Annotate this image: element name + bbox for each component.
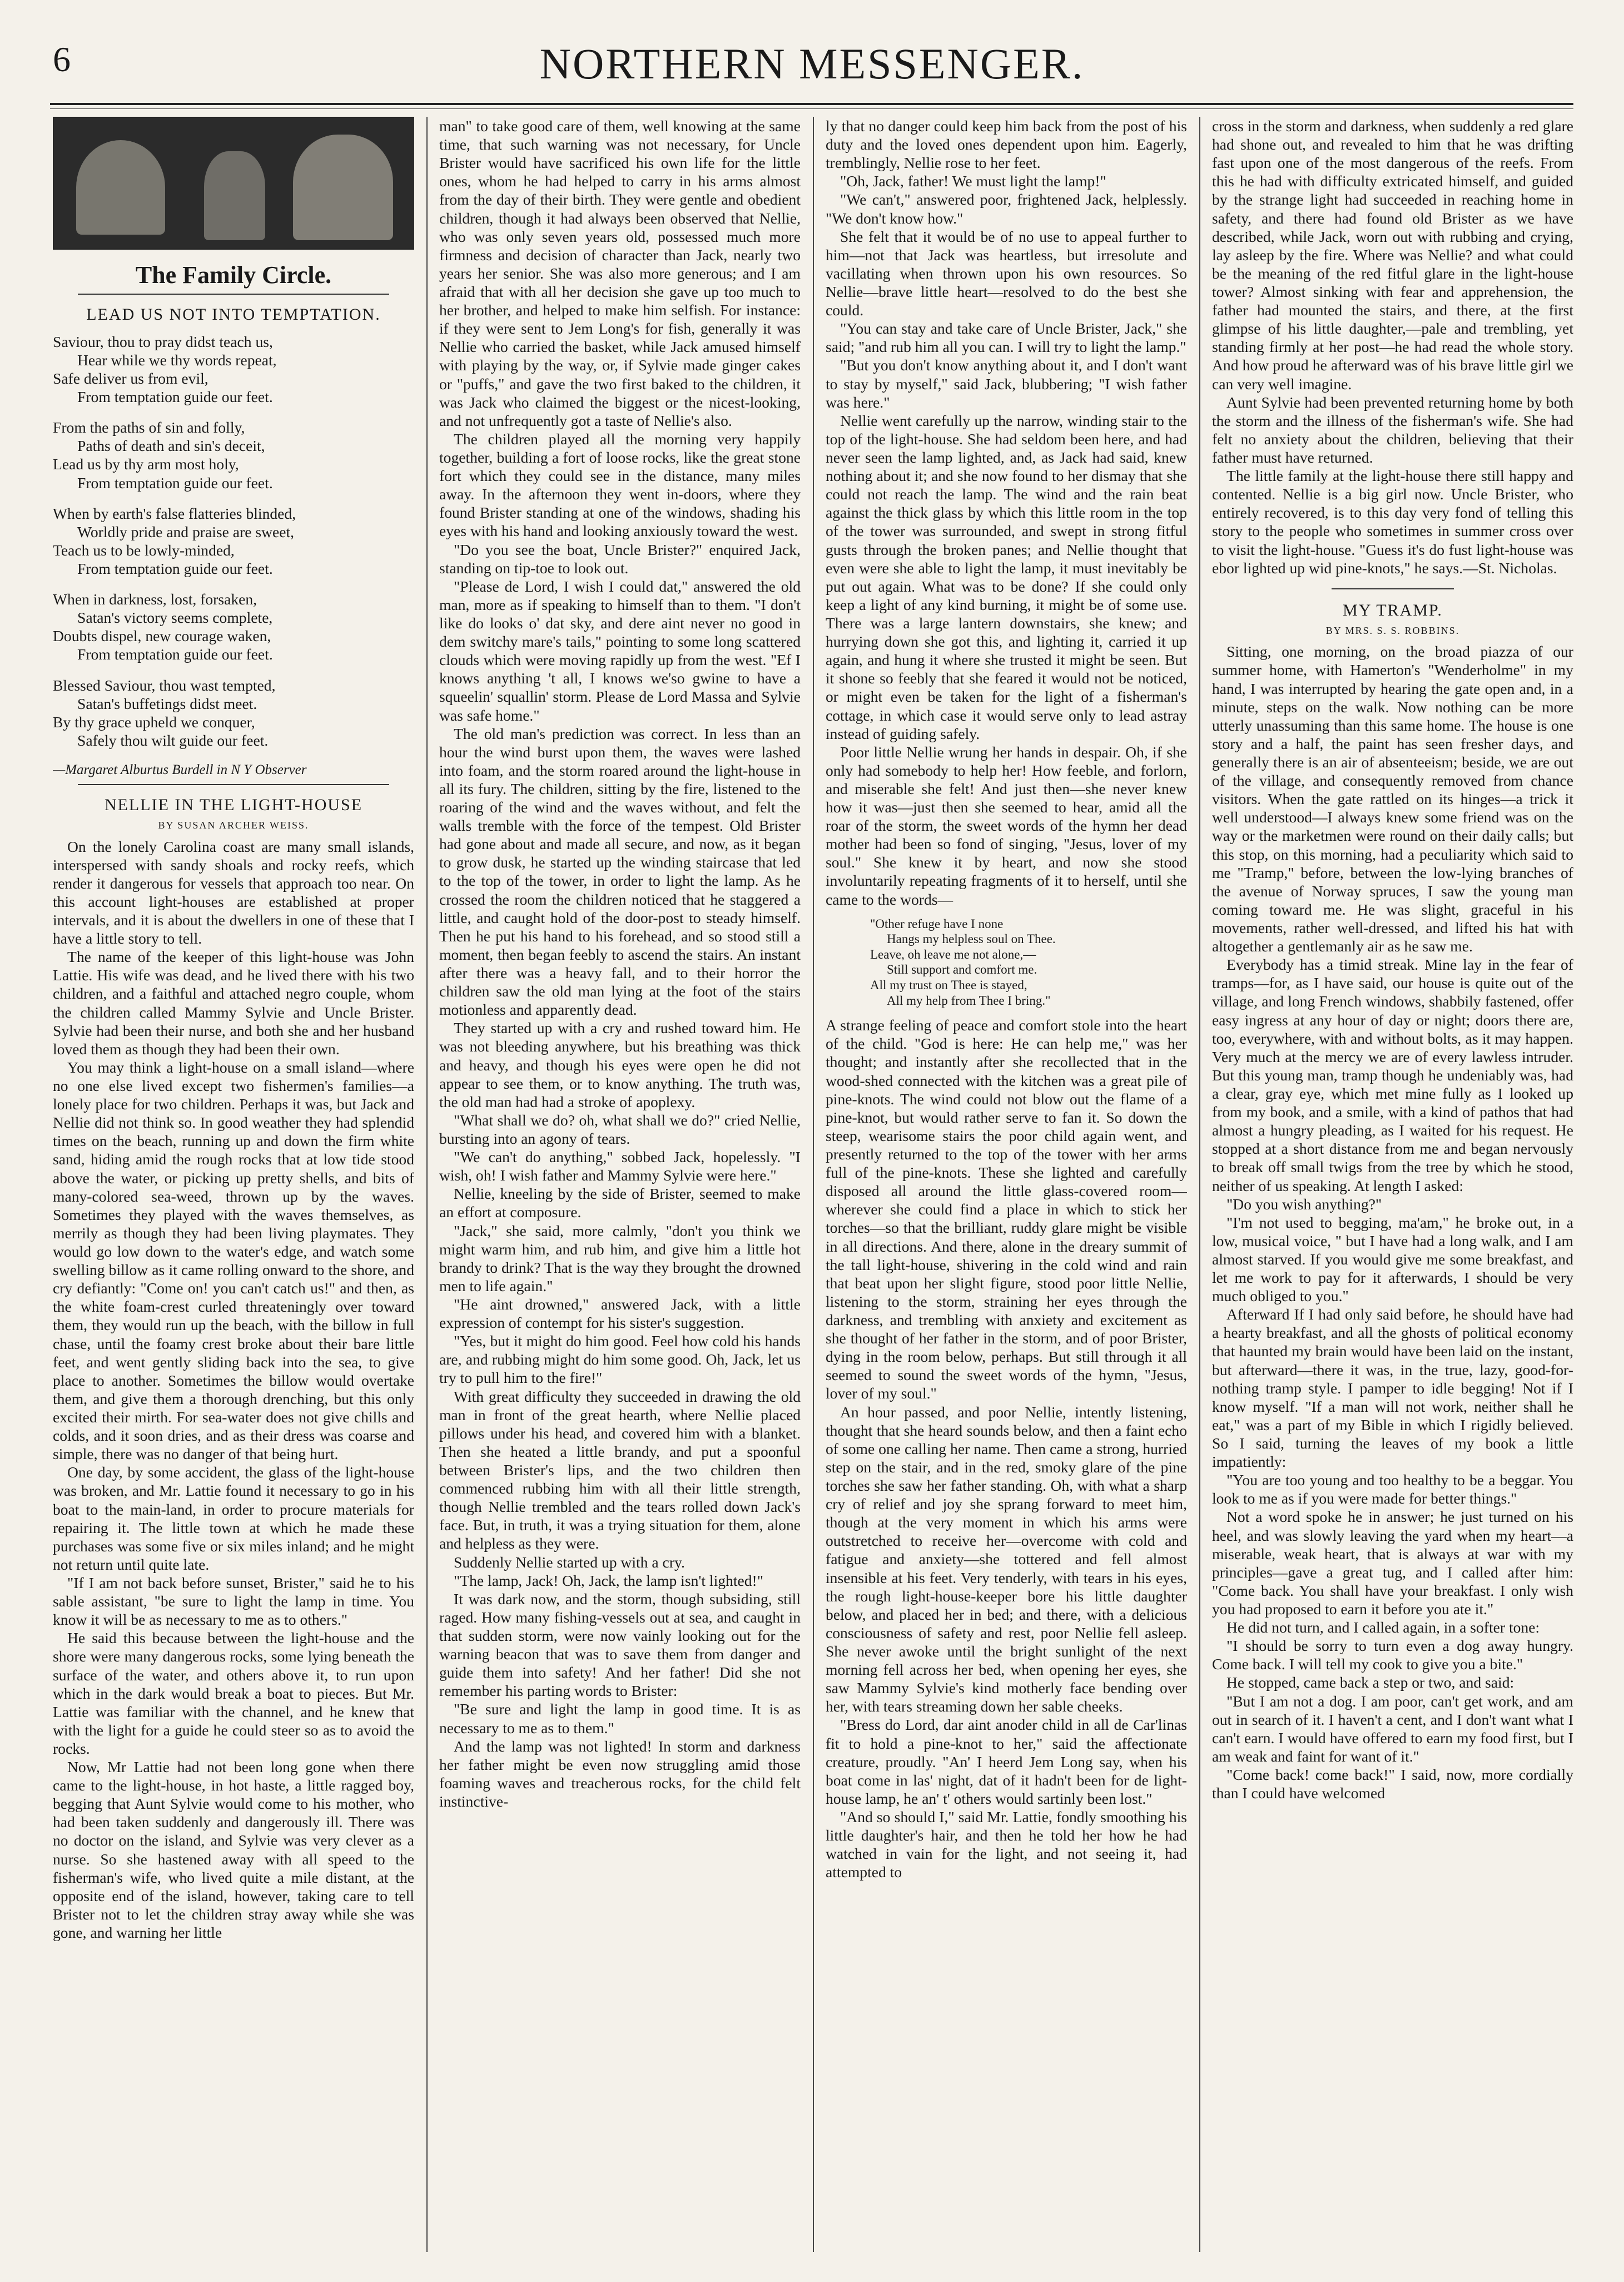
- paragraph: Suddenly Nellie started up with a cry.: [454, 1553, 685, 1571]
- paragraph: "And so should I," said Mr. Lattie, fondly smoothing his little daughter's hair, and then he told her how he had watched in vain for the light, and not seeing it, had attempted to: [826, 1808, 1187, 1881]
- poem-line: Saviour, thou to pray didst teach us,: [53, 333, 273, 350]
- column-2: [439, 117, 801, 2252]
- paragraph: cross in the storm and darkness, when suddenly a red glare had shone out, and revealed to him that he was drifting fast upon one of the most dangerous of the reefs. From this he had with difficulty extricated himself, and guided by the strange light had succeeded in reaching home in safety, and there had found old Brister as we have described, while Jack, worn out with rubbing and crying, lay asleep by the fire. Where was Nellie? and what could be the meaning of the red fitful glare in the light-house tower? Almost sinking with fear and apprehension, the father had mounted the stairs, and there, at the first glimpse of his little daughter,—pale and trembling, yet standing firmly at her post—he had read the whole story. And how proud he afterward was of his brave little girl we can very well imagine.: [1212, 117, 1573, 393]
- poem-line: Satan's victory seems complete,: [77, 609, 273, 627]
- story-byline: BY MRS. S. S. ROBBINS.: [1325, 624, 1460, 636]
- paragraph: man" to take good care of them, well knowing at the same time, that such warning was not necessary, for Uncle Brister would have sacrificed his own life for the little ones, whom he had helped to carry in his arms almost from the day of their birth. They were gentle and obedient children, though it had always been observed that Nellie, who was only seven years old, possessed much more firmness and decision of character than Jack, nearly two years her senior. She was also more generous; and I am afraid that with all her decision she gave up too much to her brother, and helped to make him selfish. For instance: if they were sent to Jem Long's for fish, generally it was Nellie who carried the basket, while Jack amused himself with playing by the way, or, if Sylvie made ginger cakes or "puffs," and gave the two first baked to the children, it was Jack who claimed the biggest or the nicest-looking, and not unfrequently got a taste of Nellie's also.: [439, 117, 801, 429]
- paragraph: The little family at the light-house there still happy and contented. Nellie is a big girl now. Uncle Brister, who entirely recovered, is to this day very fond of telling this story to the people who sometimes in summer cross over to visit the light-house. "Guess it's do fust light-house was ebor lighted up wid pine-knots," he says.—St. Nicholas.: [1212, 467, 1573, 577]
- paragraph: They started up with a cry and rushed toward him. He was not bleeding anywhere, but his breathing was thick and heavy, and though his eyes were open he did not appear to see them, or to know anything. The truth was, the old man had had a stroke of apoplexy.: [439, 1019, 801, 1110]
- paragraph: "Bress do Lord, dar aint anoder child in all de Car'linas fit to hold a pine-knot to her," said the affectionate creature, proudly. "An' I heerd Jem Long say, when his boat come in las' night, dat of it hadn't been for de light-house lamp, he an' t' others would sartinly been lost.": [826, 1716, 1187, 1807]
- poem-line: From temptation guide our feet.: [77, 474, 273, 492]
- paragraph: "Oh, Jack, father! We must light the lamp!": [840, 172, 1106, 190]
- poem-title: LEAD US NOT INTO TEMPTATION.: [86, 305, 381, 324]
- paragraph: Afterward If I had only said before, he should have had a hearty breakfast, and all the ghosts of political economy that haunted my brain would have been laid on the instant, but afterward—there it was, in the true, lazy, good-for-nothing tramp style. I pamper to idle begging! Not if I know myself. "If a man will not work, neither shall he eat," was a part of my Bible in which I rigidly believed. So I said, turning the leaves of my book a little impatiently:: [1212, 1306, 1573, 1471]
- paragraph: "But I am not a dog. I am poor, can't get work, and am out in search of it. I haven't a cent, and I don't want what I can't earn. I would have offered to earn my food first, but I am weak and faint for want of it.": [1212, 1692, 1573, 1765]
- paragraph: ly that no danger could keep him back from the post of his duty and the loved ones dependent upon him. Eagerly, tremblingly, Nellie rose to her feet.: [826, 117, 1187, 172]
- hymn-line: Leave, oh leave me not alone,—: [870, 947, 1036, 961]
- column-divider: [813, 117, 814, 2252]
- story-byline: BY SUSAN ARCHER WEISS.: [158, 819, 309, 831]
- paragraph: "What shall we do? oh, what shall we do?" cried Nellie, bursting into an agony of tears.: [439, 1111, 801, 1148]
- paragraph: One day, by some accident, the glass of the light-house was broken, and Mr. Lattie found it necessary to go in his boat to the main-land, in order to procure materials for repairing it. The little town at which he made these purchases was some five or six miles inland; and he might not return until quite late.: [53, 1464, 414, 1573]
- paragraph: "Do you see the boat, Uncle Brister?" enquired Jack, standing on tip-toe to look out.: [439, 540, 801, 577]
- paragraph: "He aint drowned," answered Jack, with a little expression of contempt for his sister's suggestion.: [439, 1296, 801, 1332]
- paragraph: It was dark now, and the storm, though subsiding, still raged. How many fishing-vessels out at sea, and caught in that sudden storm, were now vainly looking out for the warning beacon that was to save them from danger and guide them into safety! And her father! Did she not remember his parting words to Brister:: [439, 1590, 801, 1700]
- paragraph: You may think a light-house on a small island—where no one else lived except two fishermen's families—a lonely place for two children. Perhaps it was, but Jack and Nellie did not think so. In good weather they had splendid times on the beach, running up and down the firm white sand, hiding amid the rough rocks that at low tide stood above the water, or picking up pretty shells, and bits of many-colored sea-weed, thrown up by the waves. Sometimes they played with the waves themselves, as merrily as though they had been living playmates. They would go low down to the water's edge, and watch some swelling billow as it came rolling onward to the shore, and cry defiantly: "Come on! you can't catch us!" and then, as the white foam-crest curled threateningly over toward them, they would run up the beach, with the billow in full chase, until the foamy crest broke about their bare little feet, and went gently sliding back into the sea, to give place to another. Sometimes the billow would overtake them, and give them a thorough drenching, but this only excited their mirth. For sea-water does not give chills and colds, and it soon dries, and as their dress was coarse and simple, there was no danger of that being hurt.: [53, 1058, 414, 1463]
- paragraph: "I should be sorry to turn even a dog away hungry. Come back. I will tell my cook to give you a bite.": [1212, 1637, 1573, 1673]
- paragraph: Everybody has a timid streak. Mine lay in the fear of tramps—for, as I have said, our house is quite out of the village, and long French windows, shabbily fastened, offer easy ingress at any hour of day or night; doors there are, too, everywhere, with and without bolts, as it may happen. Very much at the mercy we are of every lawless intruder. But this young man, tramp though he undeniably was, had a clear, gray eye, which met mine fully as I looked up from my book, and a smile, with a kind of pathos that had almost a hungry pleading, as I waited for his request. He stopped at a short distance from me and began nervously to break off small twigs from the tree by which he stood, neither of us speaking. At length I asked:: [1212, 956, 1573, 1194]
- story-title: MY TRAMP.: [1343, 601, 1443, 619]
- column-divider: [426, 117, 428, 2252]
- poem-line: By thy grace upheld we conquer,: [53, 713, 255, 731]
- poem-line: From temptation guide our feet.: [77, 560, 273, 577]
- poem-line: Doubts dispel, new courage waken,: [53, 627, 271, 645]
- paragraph: The children played all the morning very happily together, building a fort of loose rocks, like the great stone fort which they could see in the distance, many miles away. In the afternoon they went in-doors, where they found Brister standing at one of the windows, shading his eyes with his hand and looking anxiously toward the west.: [439, 430, 801, 540]
- poem: [53, 333, 414, 750]
- paragraph: "Do you wish anything?": [1226, 1195, 1382, 1213]
- paragraph: "You are too young and too healthy to be a beggar. You look to me as if you were made for better things.": [1212, 1471, 1573, 1507]
- paragraph: And the lamp was not lighted! In storm and darkness her father might be even now struggling amid those foaming waves and treacherous rocks, for the child felt instinctive-: [439, 1737, 801, 1810]
- paragraph: "You can stay and take care of Uncle Brister, Jack," she said; "and rub him all you can. I will try to light the lamp.": [826, 320, 1187, 356]
- poem-line: Safe deliver us from evil,: [53, 370, 208, 388]
- paragraph: With great difficulty they succeeded in drawing the old man in front of the great hearth, where Nellie placed pillows under his head, and covered him with a blanket. Then she heated a little brandy, and put a spoonful between Brister's lips, and the two children then commenced rubbing him with all their little strength, though Nellie trembled and the tears rolled down Jack's face. But, in truth, it was a trying situation for them, alone and helpless as they were.: [439, 1387, 801, 1552]
- column-3: [826, 117, 1187, 2252]
- masthead-title: NORTHERN MESSENGER.: [539, 39, 1085, 88]
- poem-line: Teach us to be lowly-minded,: [53, 541, 235, 559]
- paragraph: "But you don't know anything about it, and I don't want to stay by myself," said Jack, blubbering; "I wish father was here.": [826, 356, 1187, 411]
- divider: [78, 294, 389, 295]
- hymn-line: "Other refuge have I none: [870, 916, 1004, 931]
- poem-line: When by earth's false flatteries blinded,: [53, 504, 296, 522]
- paragraph: "Be sure and light the lamp in good time. It is as necessary to me as to them.": [439, 1700, 801, 1737]
- poem-line: Paths of death and sin's deceit,: [77, 437, 265, 455]
- paragraph: "Please de Lord, I wish I could dat," answered the old man, more as if speaking to himself than to them. "I don't like do looks o' dat sky, and dere aint never no good in dem switchy mare's tails," pointing to some long scattered clouds which were moving rapidly up from the west. "Ef I knows anything 't all, I knows we'so gwine to have a squeelin' squallin' storm. Please de Lord Massa and Sylvie was safe home.": [439, 577, 801, 724]
- paragraph: Nellie, kneeling by the side of Brister, seemed to make an effort at composure.: [439, 1185, 801, 1221]
- poem-line: Blessed Saviour, thou wast tempted,: [53, 676, 276, 694]
- poem-line: When in darkness, lost, forsaken,: [53, 591, 257, 608]
- paragraph: He did not turn, and I called again, in a softer tone:: [1226, 1619, 1540, 1636]
- poem-line: Lead us by thy arm most holy,: [53, 455, 239, 473]
- poem-line: Safely thou wilt guide our feet.: [77, 731, 269, 749]
- hymn-line: All my help from Thee I bring.": [887, 993, 1051, 1008]
- column-1: [53, 117, 414, 2252]
- poem-line: Satan's buffetings didst meet.: [77, 694, 257, 712]
- hymn-quote: [870, 916, 1187, 1009]
- paragraph: Poor little Nellie wrung her hands in despair. Oh, if she only had somebody to help her! How feeble, and forlorn, and miserable she felt! And just then—she never knew how it was—just then she seemed to hear, amid all the roar of the storm, the sweet words of the hymn her dead mother had been so fond of singing, "Jesus, lover of my soul." She knew it by heart, and now she stood involuntarily repeating fragments of it to herself, until she came to the words—: [826, 743, 1187, 908]
- column-4: [1212, 117, 1573, 2252]
- poem-line: From temptation guide our feet.: [77, 388, 273, 406]
- section-heading: The Family Circle.: [135, 261, 332, 289]
- paragraph: An hour passed, and poor Nellie, intently listening, thought that she heard sounds below, and then a faint echo of some one calling her name. Then came a strong, hurried step on the stair, and in the red, smoky glare of the pine torches she saw her father standing. Oh, with what a sharp cry of relief and joy she sprang forward to meet him, though at the very moment in which his arms were outstretched to receive her—overcome with cold and fatigue and anxiety—she tottered and fell almost insensible at his feet. Very tenderly, with tears in his eyes, the rough light-house-keeper bore his little daughter below, and placed her in bed; and there, with a delicious consciousness of safety and rest, poor Nellie fell asleep. She never awoke until the bright sunlight of the next morning fell across her bed, when opening her eyes, she saw Mammy Sylvie's kind motherly face bending over her, with tears streaming down her sable cheeks.: [826, 1403, 1187, 1715]
- poem-line: Hear while we thy words repeat,: [77, 351, 277, 369]
- paragraph: "I'm not used to begging, ma'am," he broke out, in a low, musical voice, " but I have had a long walk, and I am almost starved. If you would give me some breakfast, and let me work to pay for it afterwards, I should be very much obliged to you.": [1212, 1213, 1573, 1305]
- paragraph: "We can't," answered poor, frightened Jack, helplessly. "We don't know how.": [826, 191, 1187, 227]
- page-number: 6: [53, 39, 71, 79]
- paragraph: Nellie went carefully up the narrow, winding stair to the top of the light-house. She had seldom been here, and had never seen the lamp lighted, and, as Jack had said, knew nothing about it; and she now found to her dismay that she could not reach the lamp. The wind and the rain beat against the thick glass by which this little room in the top of the tower was surrounded, and swept in strong fitful gusts through the broken panes; and Nellie thought that even were she able to light the lamp, it must inevitably be put out again. What was to be done? If she could only keep a light of any kind burning, it might be of some use. There was a large lantern downstairs, she knew; and hurrying down she got this, and lighting it, carried it up again, and hung it where she trusted it might be seen. But it shone so feebly that she feared it would not be noticed, or might even be taken for the light of a fisherman's cottage, in which case it would serve only to lead astray instead of guiding safely.: [826, 411, 1187, 742]
- paragraph: Now, Mr Lattie had not been long gone when there came to the light-house, in hot haste, a little ragged boy, begging that Aunt Sylvie would come to his mother, who had been taken suddenly and dangerously ill. There was no doctor on the island, and Sylvie was very clever as a nurse. So she hastened away with all speed to the fisherman's wife, who lived quite a mile distant, at the opposite end of the island, however, taking care to tell Brister not to let the children stray away while she was gone, and warning her little: [53, 1758, 414, 1942]
- paragraph: "Yes, but it might do him good. Feel how cold his hands are, and rubbing might do him some good. Oh, Jack, let us try to pull him to the fire!": [439, 1332, 801, 1387]
- header-rule: [50, 103, 1573, 109]
- poem-line: From temptation guide our feet.: [77, 646, 273, 663]
- divider: [78, 784, 389, 785]
- poem-line: From the paths of sin and folly,: [53, 419, 245, 436]
- paragraph: "Jack," she said, more calmly, "don't you think we might warm him, and rub him, and give him a little hot brandy to drink? That is the way they brought the drowned men to life again.": [439, 1222, 801, 1294]
- paragraph: Not a word spoke he in answer; he just turned on his heel, and was slowly leaving the yard when my heart—a miserable, weak heart, that is always at war with my principles—gave a great tug, and I called after him: "Come back. You shall have your breakfast. I only wish you had proposed to earn it before you ate it.": [1212, 1508, 1573, 1618]
- divider: [1332, 588, 1454, 589]
- paragraph: Sitting, one morning, on the broad piazza of our summer home, with Hamerton's "Wenderholme" in my hand, I was interrupted by hearing the gate open and, in a minute, steps on the walk. Now nothing can be more utterly unassuming than this same home. The house is one story and a half, the paint has seen fresher days, and generally there is an air of absenteeism; beside, we are out of the village, and consequently removed from chance visitors. When the gate rattled on its hinges—a trick it well understood—I always knew some friend was on the way or the marketmen were round on their daily calls; but this stop, on this morning, had a peculiarity which said to me "Tramp," before, between the low-lying branches of the avenue of Norway spruces, I saw the young man coming toward me. He was slight, graceful in his movements, rather well-dressed, and lifted his hat with altogether a gentlemanly air as he saw me.: [1212, 643, 1573, 955]
- story-title: NELLIE IN THE LIGHT-HOUSE: [104, 795, 363, 814]
- paragraph: Aunt Sylvie had been prevented returning home by both the storm and the illness of the fisherman's wife. She had felt no anxiety about the children, believing that their father must have returned.: [1212, 393, 1573, 466]
- paragraph: The old man's prediction was correct. In less than an hour the wind burst upon them, the waves were lashed into foam, and the storm roared around the light-house in all its fury. The children, sitting by the fire, listened to the roaring of the wind and the waves without, and felt the walls tremble with the force of the tempest. Old Brister had gone about and made all secure, and now, as it began to grow dusk, he started up the winding staircase that led to the top of the tower, in order to light the lamp. As he crossed the room the children noticed that he staggered a little, and caught hold of the door-post to steady himself. Then he put his hand to his forehead, and so stood still a moment, then began feebly to ascend the stairs. An instant after there was a heavy fall, and to their horror the children saw the old man lying at the foot of the stairs motionless and apparently dead.: [439, 725, 801, 1019]
- paragraph: "The lamp, Jack! Oh, Jack, the lamp isn't lighted!": [454, 1571, 764, 1589]
- hymn-line: All my trust on Thee is stayed,: [870, 978, 1027, 993]
- hymn-line: Still support and comfort me.: [887, 963, 1037, 977]
- column-divider: [1199, 117, 1200, 2252]
- family-circle-illustration: [53, 117, 414, 250]
- paragraph: "Come back! come back!" I said, now, more cordially than I could have welcomed: [1212, 1766, 1573, 1802]
- hymn-line: Hangs my helpless soul on Thee.: [887, 932, 1056, 946]
- poem-attribution: —Margaret Alburtus Burdell in N Y Observer: [53, 762, 307, 777]
- paragraph: "We can't do anything," sobbed Jack, hopelessly. "I wish, oh! I wish father and Mammy Sylvie were here.": [439, 1148, 801, 1184]
- paragraph: He stopped, came back a step or two, and said:: [1226, 1674, 1514, 1691]
- paragraph: He said this because between the light-house and the shore were many dangerous rocks, some lying beneath the surface of the water, and others above it, to run upon which in the dark would break a boat to pieces. But Mr. Lattie was familiar with the channel, and he knew that with the light for a guide he could steer so as to avoid the rocks.: [53, 1629, 414, 1757]
- paragraph: A strange feeling of peace and comfort stole into the heart of the child. "God is here: He can help me," was her thought; and instantly after she recollected that in the wood-shed connected with the kitchen was a great pile of pine-knots. The wind could not blow out the flame of a pine-knot, but would rather serve to fan it. So down the steep, wearisome stairs the poor child again went, and presently returned to the top of the tower with her arms full of the pine-knots. These she lighted and carefully disposed all around the little glass-covered room—wherever she could find a place in which to stick her torches—so that the brilliant, ruddy glare might be visible in all directions. And there, alone in the dreary summit of the tall light-house, shivering in the cold wind and rain that beat upon her slight figure, stood poor little Nellie, listening to the storm, straining her eyes through the darkness, and trembling with anxiety and excitement as she thought of her father in the storm, and of poor Brister, dying in the room below, perhaps. But still through it all seemed to sound the sweet words of the hymn, "Jesus, lover of my soul.": [826, 1016, 1187, 1402]
- paragraph: On the lonely Carolina coast are many small islands, interspersed with sandy shoals and rocky reefs, which render it dangerous for vessels that approach too near. On this account light-houses are established at proper intervals, and it is about the dwellers in one of these that I have a little story to tell.: [53, 837, 414, 947]
- paragraph: The name of the keeper of this light-house was John Lattie. His wife was dead, and he lived there with his two children, and a faithful and attached negro couple, whom the children called Mammy Sylvie and Uncle Brister. Sylvie had been their nurse, and both she and her husband loved them as though they had been their own.: [53, 948, 414, 1058]
- poem-line: Worldly pride and praise are sweet,: [77, 523, 295, 540]
- paragraph: "If I am not back before sunset, Brister," said he to his sable assistant, "be sure to light the lamp in time. You know it will be as necessary to me as to others.": [53, 1574, 414, 1629]
- paragraph: She felt that it would be of no use to appeal further to him—not that Jack was heartless, but irresolute and vacillating when thrown upon his own resources. So Nellie—brave little heart—resolved to do the best she could.: [826, 227, 1187, 319]
- page-header: [0, 0, 1624, 111]
